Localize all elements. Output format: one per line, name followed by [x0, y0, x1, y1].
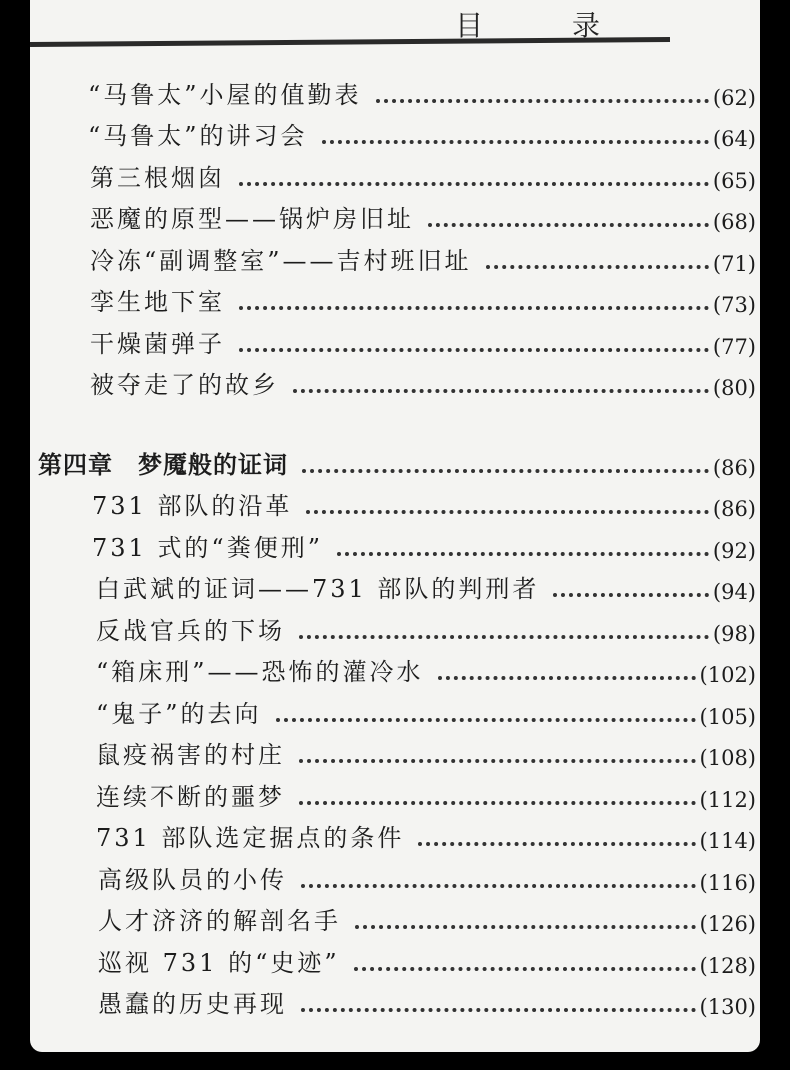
toc-leader-dots	[239, 176, 709, 186]
toc-leader-dots	[337, 546, 709, 556]
toc-entry-page: (64)	[712, 127, 756, 151]
toc-leader-dots	[302, 463, 709, 473]
toc-leader-dots	[438, 670, 696, 680]
toc-entry-page: (126)	[699, 912, 756, 936]
toc-leader-dots	[301, 1002, 696, 1012]
toc-entry-page: (114)	[699, 829, 756, 853]
toc-entry	[30, 646, 760, 688]
toc-entry	[30, 563, 760, 605]
toc-entry-title: 冷冻“副调整室”——吉村班旧址	[90, 246, 472, 275]
toc-entry-title: “箱床刑”——恐怖的灌冷水	[96, 658, 424, 686]
toc-entry-title: 孪生地下室	[90, 288, 225, 316]
toc-entry	[30, 729, 760, 771]
toc-entry-page: (77)	[712, 334, 756, 359]
toc-entry-title: 连续不断的噩梦	[96, 782, 285, 811]
toc-entry	[30, 480, 760, 522]
toc-entry-page: (94)	[712, 580, 756, 604]
toc-entry-page: (86)	[712, 497, 756, 521]
toc-leader-dots	[486, 259, 709, 269]
toc-leader-dots	[428, 217, 709, 227]
toc-entry-page: (73)	[712, 293, 756, 317]
toc-entry	[30, 812, 760, 854]
toc-entry-page: (80)	[712, 376, 756, 400]
toc-entry	[30, 936, 760, 978]
toc-leader-dots	[299, 629, 709, 639]
toc-entry-page: (62)	[712, 85, 756, 110]
toc-entry-title: 731 部队的沿革	[92, 492, 293, 520]
toc-entry-title: 731 式的“粪便刑”	[92, 533, 323, 562]
toc-leader-dots	[354, 961, 696, 971]
chapter-page: (86)	[712, 455, 756, 480]
toc-entry	[30, 521, 760, 563]
toc-entry	[30, 317, 760, 359]
toc-leader-dots	[301, 878, 696, 888]
table-of-contents	[30, 68, 760, 1019]
toc-entry-page: (130)	[699, 995, 756, 1019]
toc-entry-page: (108)	[699, 746, 756, 770]
book-page	[30, 0, 760, 1052]
toc-entry-page: (92)	[712, 538, 756, 563]
toc-leader-dots	[322, 134, 709, 144]
toc-entry	[30, 193, 760, 235]
toc-leader-dots	[239, 300, 709, 310]
toc-entry-page: (102)	[699, 663, 756, 687]
toc-entry-title: “鬼子”的去向	[96, 699, 262, 728]
page-header-title: 目 录	[455, 9, 640, 42]
toc-entry-page: (116)	[699, 870, 756, 895]
toc-leader-dots	[299, 753, 696, 763]
toc-entry-title: “马鲁太”小屋的值勤表	[88, 80, 362, 109]
toc-leader-dots	[276, 712, 696, 722]
toc-entry-title: 恶魔的原型——锅炉房旧址	[90, 205, 414, 233]
section-gap	[30, 400, 760, 438]
toc-entry-title: 反战官兵的下场	[96, 616, 285, 645]
toc-leader-dots	[293, 383, 709, 393]
toc-entry-page: (98)	[712, 621, 756, 646]
toc-chapter-heading	[30, 438, 760, 480]
chapter-title: 第四章 梦魇般的证词	[38, 450, 288, 479]
toc-entry-title: “马鲁太”的讲习会	[88, 122, 308, 150]
toc-entry-title: 第三根烟囱	[90, 163, 225, 192]
toc-entry	[30, 687, 760, 729]
toc-entry-title: 愚蠢的历史再现	[98, 990, 287, 1018]
toc-entry-page: (71)	[712, 251, 756, 276]
toc-entry	[30, 895, 760, 937]
toc-entry	[30, 359, 760, 401]
toc-leader-dots	[418, 836, 695, 846]
toc-entry	[30, 68, 760, 110]
toc-entry	[30, 853, 760, 895]
toc-leader-dots	[355, 919, 696, 929]
toc-entry-title: 干燥菌弹子	[90, 329, 225, 358]
toc-leader-dots	[306, 504, 708, 514]
toc-entry-title: 被夺走了的故乡	[90, 371, 279, 399]
toc-leader-dots	[299, 795, 696, 805]
toc-entry-page: (128)	[699, 953, 756, 978]
toc-entry-title: 高级队员的小传	[98, 865, 287, 894]
toc-entry	[30, 770, 760, 812]
toc-entry-title: 巡视 731 的“史迹”	[98, 948, 340, 977]
toc-entry-page: (68)	[712, 210, 756, 234]
toc-entry	[30, 978, 760, 1020]
toc-entry	[30, 234, 760, 276]
toc-entry-page: (105)	[699, 704, 756, 729]
toc-entry	[30, 110, 760, 152]
toc-entry-title: 鼠疫祸害的村庄	[96, 741, 285, 769]
toc-entry	[30, 604, 760, 646]
toc-entry-title: 白武斌的证词——731 部队的判刑者	[96, 575, 540, 603]
toc-entry-page: (112)	[699, 787, 756, 812]
toc-entry-title: 731 部队选定据点的条件	[96, 824, 405, 852]
toc-leader-dots	[376, 93, 709, 103]
toc-leader-dots	[553, 587, 708, 597]
toc-leader-dots	[239, 342, 709, 352]
toc-entry-page: (65)	[712, 168, 756, 193]
toc-entry	[30, 151, 760, 193]
toc-entry-title: 人才济济的解剖名手	[98, 907, 341, 935]
header-rule	[30, 37, 670, 47]
toc-entry	[30, 276, 760, 318]
